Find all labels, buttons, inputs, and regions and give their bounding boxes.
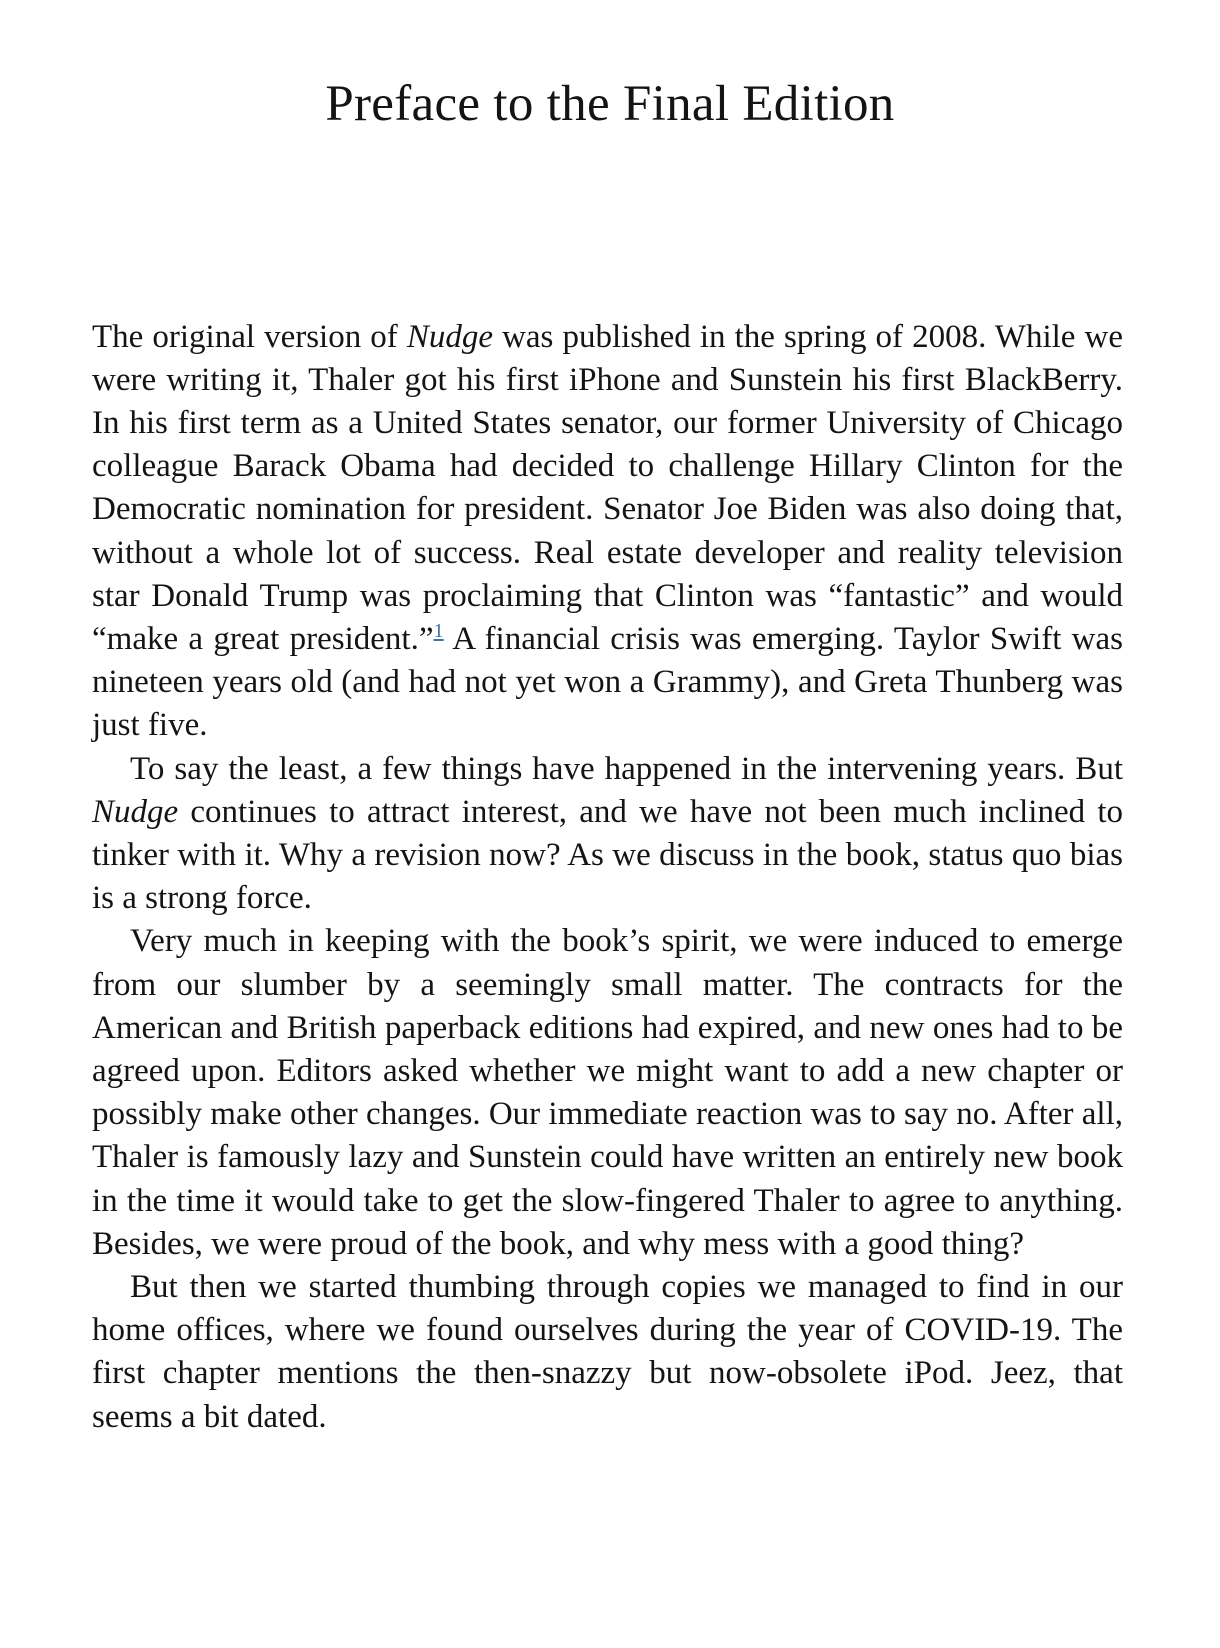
text-run: To say the least, a few things have happened in the intervening years. But	[130, 750, 1123, 787]
paragraph	[92, 748, 1123, 921]
text-run: was published in the spring of 2008. While we were writing it, Thaler got his first iPhone and Sunstein his first BlackBerry. In his first term as a United States senator, our former University of Chicago colleague Barack Obama had decided to challenge Hillary Clinton for the Democratic nomination for president. Senator Joe Biden was also doing that, without a whole lot of success. Real estate developer and reality television star Donald Trump was proclaiming that Clinton was “fantastic” and would “make a great president.”	[92, 318, 1123, 657]
paragraph	[92, 316, 1123, 748]
text-run: Very much in keeping with the book’s spirit, we were induced to emerge from our slumber by a seemingly small matter. The contracts for the American and British paperback editions had expired, and new ones had to be agreed upon. Editors asked whether we might want to add a new chapter or possibly make other changes. Our immediate reaction was to say no. After all, Thaler is famously lazy and Sunstein could have written an entirely new book in the time it would take to get the slow-fingered Thaler to agree to anything. Besides, we were proud of the book, and why mess with a good thing?	[92, 923, 1123, 1262]
paragraph	[92, 1266, 1123, 1439]
book-title-italic: Nudge	[406, 318, 494, 355]
text-run: A financial crisis was emerging. Taylor Swift was nineteen years old (and had not yet won a Grammy), and Greta Thunberg was just five.	[92, 620, 1123, 744]
book-title-italic: Nudge	[92, 793, 179, 830]
footnote-superscript	[434, 620, 444, 642]
page-title: Preface to the Final Edition	[325, 76, 895, 132]
paragraph	[92, 920, 1123, 1266]
text-run: But then we started thumbing through copies we managed to find in our home offices, where we found ourselves during the year of COVID-19. The first chapter mentions the then-snazzy but now-obsolete iPod. Jeez, that seems a bit dated.	[92, 1269, 1123, 1435]
text-run: The original version of	[92, 318, 407, 355]
text-run: continues to attract interest, and we have not been much inclined to tinker with it. Why a revision now? As we discuss in the book, status quo bias is a strong force.	[92, 793, 1123, 917]
footnote-link[interactable]: 1	[433, 619, 444, 642]
page-body	[92, 316, 1123, 1439]
